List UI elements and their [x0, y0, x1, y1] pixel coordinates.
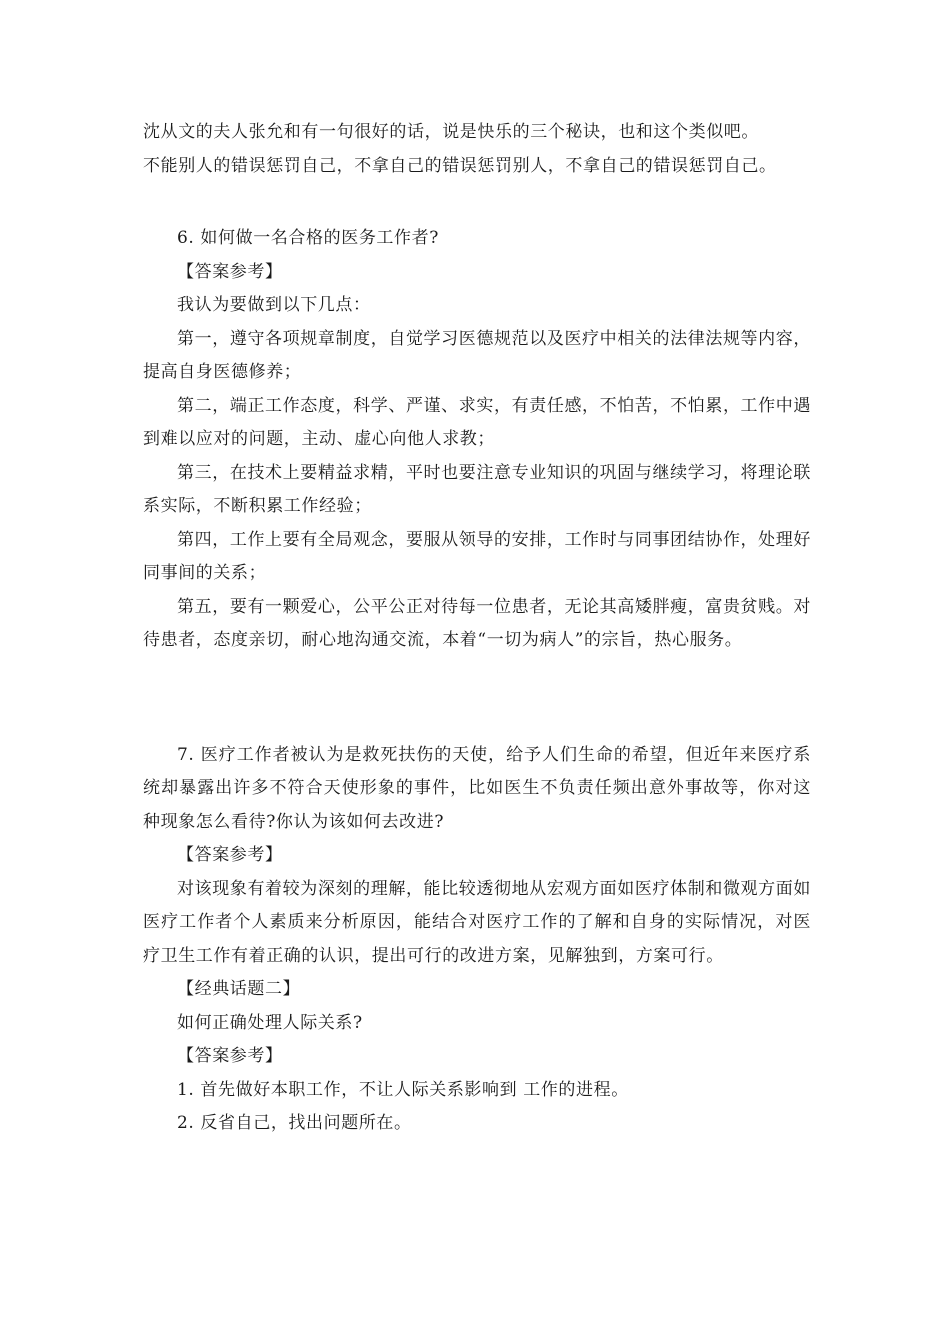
answer-7: 对该现象有着较为深刻的理解，能比较透彻地从宏观方面如医疗体制和微观方面如医疗工作者个人素质来分析原因，能结合对医疗工作的了解和自身的实际情况，对医疗卫生工作有着正确的认识，提出可行的改进方案，见解独到，方案可行。 [143, 878, 811, 966]
classic-topic-item-1: 1. 首先做好本职工作，不让人际关系影响到 工作的进程。 [177, 1079, 629, 1100]
intro-line-1: 沈从文的夫人张允和有一句很好的话，说是快乐的三个秘诀，也和这个类似吧。 [143, 122, 759, 142]
answer-tag-7: 【答案参考】 [177, 845, 283, 865]
answer-point-1: 第一，遵守各项规章制度，自觉学习医德规范以及医疗中相关的法律法规等内容，提高自身医德修养； [143, 328, 811, 382]
classic-topic-item-2: 2. 反省自己，找出问题所在。 [177, 1113, 412, 1133]
intro-line-2: 不能别人的错误惩罚自己，不拿自己的错误惩罚别人，不拿自己的错误惩罚自己。 [143, 155, 777, 176]
classic-topic-tag: 【经典话题二】 [177, 979, 301, 999]
question-7: 7. 医疗工作者被认为是救死扶伤的天使，给予人们生命的希望，但近年来医疗系统却暴露出许多不符合天使形象的事件，比如医生不负责任频出意外事故等，你对这种现象怎么看待?你认为该如何去改进? [143, 744, 811, 832]
answer-point-2: 第二，端正工作态度，科学、严谨、求实，有责任感，不怕苦，不怕累，工作中遇到难以应对的问题，主动、虚心向他人求教； [143, 395, 811, 449]
question-6: 6. 如何做一名合格的医务工作者? [177, 228, 439, 248]
answer-point-3: 第三，在技术上要精益求精，平时也要注意专业知识的巩固与继续学习，将理论联系实际，不断积累工作经验； [143, 462, 811, 516]
classic-topic-answer-tag: 【答案参考】 [177, 1046, 283, 1066]
answer-tag-6: 【答案参考】 [177, 261, 283, 282]
answer-lead-6: 我认为要做到以下几点： [177, 295, 371, 315]
document-page [143, 116, 811, 1141]
answer-point-5: 第五，要有一颗爱心，公平公正对待每一位患者，无论其高矮胖瘦，富贵贫贱。对待患者，态度亲切，耐心地沟通交流，本着“一切为病人”的宗旨，热心服务。 [143, 596, 811, 650]
classic-topic-question: 如何正确处理人际关系? [177, 1012, 363, 1033]
answer-point-4: 第四，工作上要有全局观念，要服从领导的安排，工作时与同事团结协作，处理好同事间的关系； [143, 529, 811, 583]
